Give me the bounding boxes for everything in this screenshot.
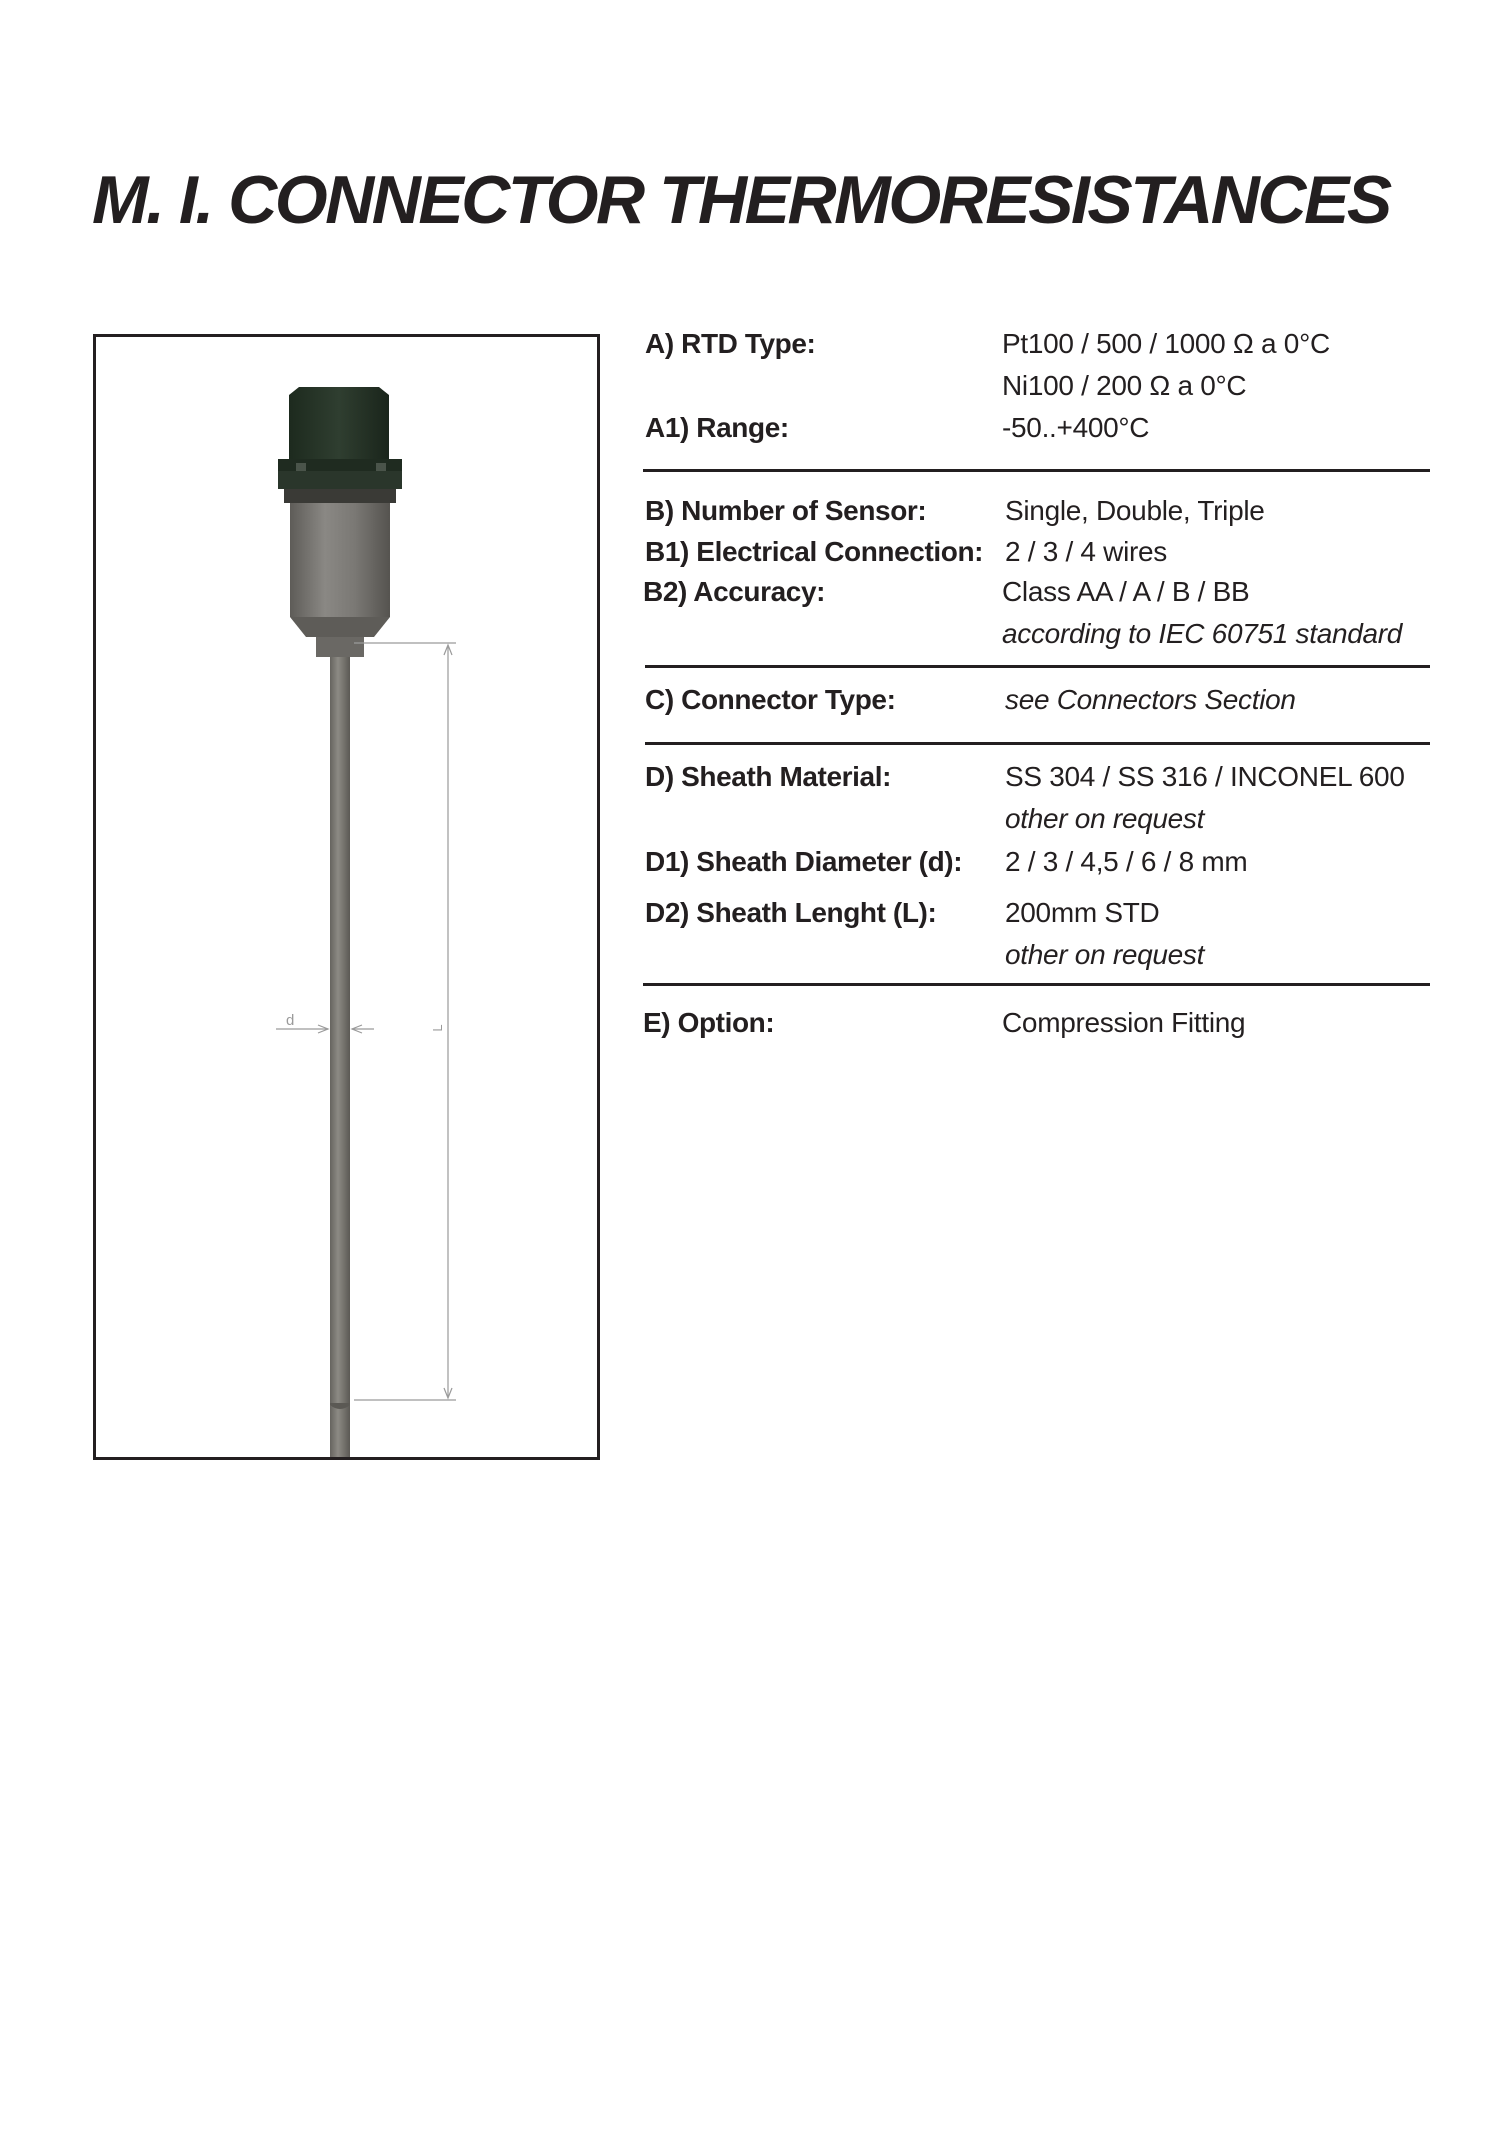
spec-value: 200mm STD: [1005, 897, 1160, 928]
spec-label: B2) Accuracy:: [643, 576, 826, 607]
spec-value: Pt100 / 500 / 1000 Ω a 0°C: [1002, 328, 1330, 359]
spec-value: 2 / 3 / 4 wires: [1005, 536, 1168, 567]
section-divider: [643, 469, 1430, 472]
spec-label: A) RTD Type:: [645, 328, 816, 359]
dimension-d-label: d: [286, 1012, 295, 1029]
section-divider: [645, 742, 1430, 745]
spec-label: D2) Sheath Lenght (L):: [645, 897, 937, 928]
product-drawing-frame: [93, 334, 600, 1460]
spec-label: A1) Range:: [645, 412, 789, 443]
spec-value: according to IEC 60751 standard: [1002, 618, 1403, 649]
section-divider: [645, 665, 1430, 668]
spec-value: Compression Fitting: [1002, 1007, 1246, 1038]
spec-value: other on request: [1005, 803, 1205, 834]
spec-label: D) Sheath Material:: [645, 761, 891, 792]
dimension-l: [354, 643, 456, 1400]
sheath-stem: [330, 657, 350, 1457]
connector-cap: [278, 387, 402, 503]
thermoresistance-drawing: [96, 337, 597, 1457]
spec-value: SS 304 / SS 316 / INCONEL 600: [1005, 761, 1405, 792]
spec-value: Single, Double, Triple: [1005, 495, 1265, 526]
spec-label: B1) Electrical Connection:: [645, 536, 984, 567]
connector-housing: [290, 503, 390, 657]
spec-value: 2 / 3 / 4,5 / 6 / 8 mm: [1005, 846, 1248, 877]
spec-label: E) Option:: [643, 1007, 775, 1038]
spec-value: Ni100 / 200 Ω a 0°C: [1002, 370, 1247, 401]
spec-value: other on request: [1005, 939, 1205, 970]
spec-value: -50..+400°C: [1002, 412, 1150, 443]
spec-label: C) Connector Type:: [645, 684, 896, 715]
page-title: M. I. CONNECTOR THERMORESISTANCES: [92, 162, 1390, 238]
spec-label: B) Number of Sensor:: [645, 495, 927, 526]
section-divider: [643, 983, 1430, 986]
spec-value: see Connectors Section: [1005, 684, 1296, 715]
spec-label: D1) Sheath Diameter (d):: [645, 846, 963, 877]
spec-value: Class AA / A / B / BB: [1002, 576, 1250, 607]
dimension-l-label: L: [430, 1024, 445, 1032]
